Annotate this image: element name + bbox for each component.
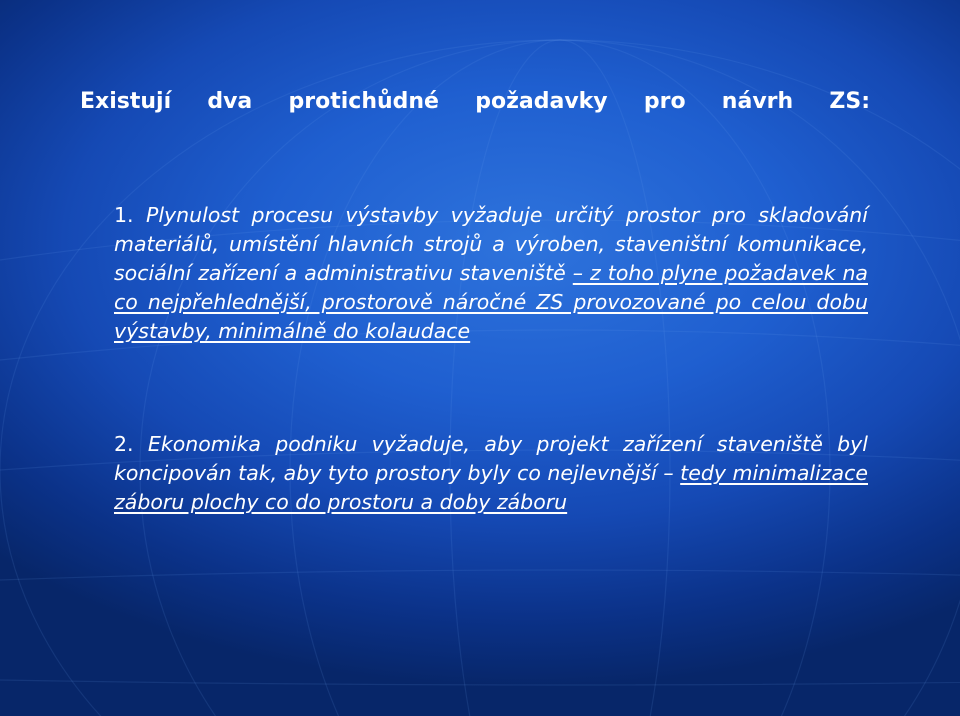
point-1-underlined-text: – z toho plyne požadavek na co nejpřehlednější, prostorově náročné ZS provozované po celou dobu výstavby, minimálně do kolaudace: [114, 261, 868, 343]
point-2-paragraph: [114, 430, 868, 517]
point-2-text: Ekonomika podniku vyžaduje, aby projekt zařízení staveniště byl koncipován tak, aby tyto prostory byly co nejlevnější –: [114, 432, 868, 485]
point-1-paragraph: [114, 201, 868, 346]
point-2-number: 2.: [114, 432, 134, 456]
slide-heading: Existují dva protichůdné požadavky pro návrh ZS:: [80, 89, 870, 114]
point-1-text: Plynulost procesu výstavby vyžaduje určitý prostor pro skladování materiálů, umístění hlavních strojů a výroben, staveništní komunikace, sociální zařízení a administrativu staveniště: [114, 203, 868, 285]
point-2-underlined-text: tedy minimalizace záboru plochy co do prostoru a doby záboru: [114, 461, 868, 514]
point-1-number: 1.: [114, 203, 134, 227]
